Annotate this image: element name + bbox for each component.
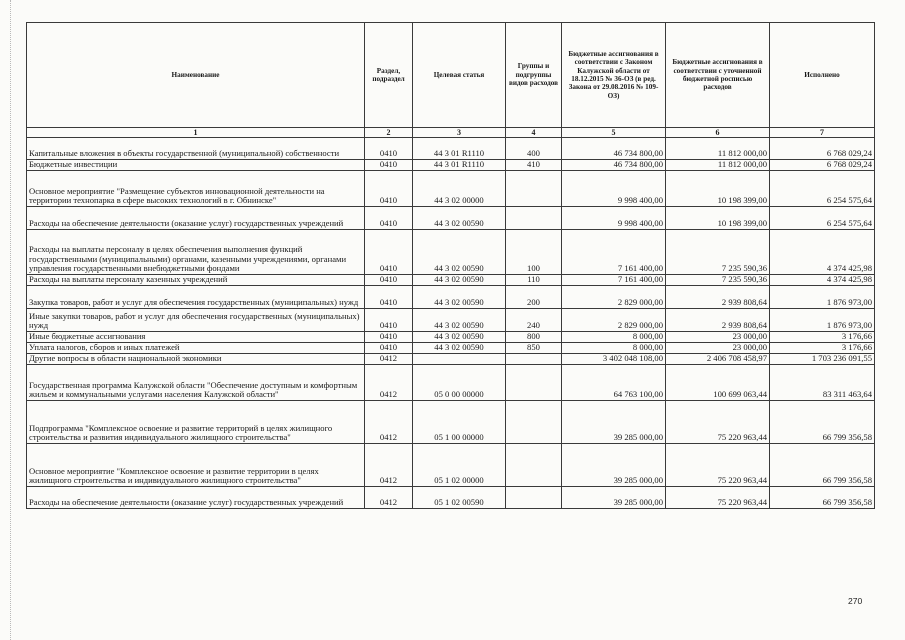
row-expense-group [506,171,562,207]
row-expense-group: 400 [506,138,562,160]
row-expense-group: 110 [506,275,562,286]
row-refined-amount: 75 220 963,44 [666,444,770,487]
table-row [27,230,875,275]
row-target-article: 44 3 02 00590 [413,309,506,332]
row-name: Расходы на обеспечение деятельности (оказание услуг) государственных учреждений [27,207,365,230]
row-target-article: 05 1 02 00000 [413,444,506,487]
row-expense-group [506,207,562,230]
row-target-article: 44 3 01 R1110 [413,160,506,171]
row-section: 0410 [365,207,413,230]
column-number: 4 [506,128,562,138]
row-executed-amount: 66 799 356,58 [770,487,875,509]
page-number: 270 [848,596,863,606]
row-law-amount: 8 000,00 [562,343,666,354]
row-expense-group: 200 [506,286,562,309]
table-row [27,487,875,509]
table-row [27,171,875,207]
row-expense-group [506,354,562,365]
row-executed-amount: 1 876 973,00 [770,309,875,332]
row-expense-group [506,487,562,509]
column-number: 5 [562,128,666,138]
row-target-article: 05 1 00 00000 [413,401,506,444]
row-target-article: 05 0 00 00000 [413,365,506,401]
table-row [27,332,875,343]
table-row [27,343,875,354]
row-target-article [413,354,506,365]
row-expense-group: 800 [506,332,562,343]
column-number: 2 [365,128,413,138]
budget-table [26,22,875,509]
row-law-amount: 46 734 800,00 [562,138,666,160]
row-target-article: 44 3 02 00590 [413,207,506,230]
table-body [27,138,875,509]
row-name: Капитальные вложения в объекты государственной (муниципальной) собственности [27,138,365,160]
row-target-article: 44 3 02 00590 [413,230,506,275]
table-row [27,286,875,309]
table-row [27,138,875,160]
binding-margin-line [10,0,13,640]
row-expense-group: 410 [506,160,562,171]
row-target-article: 44 3 02 00000 [413,171,506,207]
header-law-allocations: Бюджетные ассигнования в соответствии с Законом Калужской области от 18.12.2015 № 36-ОЗ (в ред. Закона от 29.08.2016 № 109-ОЗ) [562,23,666,128]
table-row [27,401,875,444]
row-section: 0410 [365,138,413,160]
row-expense-group [506,401,562,444]
row-refined-amount: 7 235 590,36 [666,230,770,275]
row-executed-amount: 3 176,66 [770,343,875,354]
header-section: Раздел, подраздел [365,23,413,128]
row-refined-amount: 23 000,00 [666,332,770,343]
row-law-amount: 9 998 400,00 [562,207,666,230]
header-target-article: Целевая статья [413,23,506,128]
row-law-amount: 64 763 100,00 [562,365,666,401]
row-law-amount: 2 829 000,00 [562,286,666,309]
row-name: Расходы на выплаты персоналу в целях обеспечения выполнения функций государственными (муниципальными) органами, казенными учреждениями, органами управления государственными внебюджетными фондами [27,230,365,275]
row-target-article: 44 3 02 00590 [413,275,506,286]
row-executed-amount: 1 703 236 091,55 [770,354,875,365]
row-refined-amount: 2 939 808,64 [666,309,770,332]
row-executed-amount: 83 311 463,64 [770,365,875,401]
row-target-article: 44 3 02 00590 [413,286,506,309]
row-refined-amount: 11 812 000,00 [666,160,770,171]
row-name: Бюджетные инвестиции [27,160,365,171]
column-number: 6 [666,128,770,138]
row-name: Подпрограмма "Комплексное освоение и развитие территорий в целях жилищного строительства и развития индивидуального жилищного строительства" [27,401,365,444]
row-target-article: 44 3 01 R1110 [413,138,506,160]
row-section: 0412 [365,354,413,365]
column-number-row [27,128,875,138]
header-name: Наименование [27,23,365,128]
row-law-amount: 39 285 000,00 [562,487,666,509]
row-law-amount: 7 161 400,00 [562,230,666,275]
row-refined-amount: 100 699 063,44 [666,365,770,401]
row-target-article: 44 3 02 00590 [413,332,506,343]
row-executed-amount: 1 876 973,00 [770,286,875,309]
row-refined-amount: 23 000,00 [666,343,770,354]
row-law-amount: 2 829 000,00 [562,309,666,332]
column-number: 3 [413,128,506,138]
row-name: Другие вопросы в области национальной экономики [27,354,365,365]
row-refined-amount: 7 235 590,36 [666,275,770,286]
row-section: 0410 [365,309,413,332]
row-name: Государственная программа Калужской области "Обеспечение доступным и комфортным жильем и коммунальными услугами населения Калужской области" [27,365,365,401]
table-row [27,309,875,332]
row-section: 0410 [365,332,413,343]
row-name: Иные закупки товаров, работ и услуг для обеспечения государственных (муниципальных) нужд [27,309,365,332]
row-refined-amount: 2 939 808,64 [666,286,770,309]
row-name: Расходы на выплаты персоналу казенных учреждений [27,275,365,286]
row-name: Основное мероприятие "Размещение субъектов инновационной деятельности на территории технопарка в сфере высоких технологий в г. Обнинске" [27,171,365,207]
row-executed-amount: 6 254 575,64 [770,207,875,230]
row-expense-group: 850 [506,343,562,354]
row-expense-group [506,444,562,487]
table-row [27,275,875,286]
row-target-article: 44 3 02 00590 [413,343,506,354]
row-refined-amount: 75 220 963,44 [666,401,770,444]
column-number: 1 [27,128,365,138]
row-executed-amount: 66 799 356,58 [770,401,875,444]
row-law-amount: 46 734 800,00 [562,160,666,171]
row-executed-amount: 6 768 029,24 [770,138,875,160]
row-refined-amount: 2 406 708 458,97 [666,354,770,365]
row-law-amount: 3 402 048 108,00 [562,354,666,365]
row-law-amount: 39 285 000,00 [562,444,666,487]
row-section: 0412 [365,487,413,509]
row-executed-amount: 66 799 356,58 [770,444,875,487]
row-section: 0410 [365,230,413,275]
table-row [27,207,875,230]
row-section: 0410 [365,275,413,286]
row-section: 0410 [365,160,413,171]
table-row [27,160,875,171]
row-law-amount: 9 998 400,00 [562,171,666,207]
row-expense-group [506,365,562,401]
row-section: 0412 [365,444,413,487]
row-executed-amount: 6 254 575,64 [770,171,875,207]
row-executed-amount: 6 768 029,24 [770,160,875,171]
row-section: 0412 [365,365,413,401]
row-section: 0412 [365,401,413,444]
row-refined-amount: 75 220 963,44 [666,487,770,509]
row-expense-group: 100 [506,230,562,275]
table-row [27,365,875,401]
row-executed-amount: 4 374 425,98 [770,275,875,286]
row-refined-amount: 10 198 399,00 [666,207,770,230]
table-header-row [27,23,875,128]
row-section: 0410 [365,286,413,309]
row-name: Закупка товаров, работ и услуг для обеспечения государственных (муниципальных) нужд [27,286,365,309]
row-name: Основное мероприятие "Комплексное освоение и развитие территории в целях жилищного строительства и индивидуального жилищного строительства" [27,444,365,487]
header-executed: Исполнено [770,23,875,128]
row-executed-amount: 3 176,66 [770,332,875,343]
column-number: 7 [770,128,875,138]
row-executed-amount: 4 374 425,98 [770,230,875,275]
row-refined-amount: 11 812 000,00 [666,138,770,160]
row-name: Расходы на обеспечение деятельности (оказание услуг) государственных учреждений [27,487,365,509]
row-section: 0410 [365,343,413,354]
row-expense-group: 240 [506,309,562,332]
header-refined-allocations: Бюджетные ассигнования в соответствии с уточненной бюджетной росписью расходов [666,23,770,128]
row-law-amount: 8 000,00 [562,332,666,343]
row-law-amount: 39 285 000,00 [562,401,666,444]
header-expense-groups: Группы и подгруппы видов расходов [506,23,562,128]
row-name: Уплата налогов, сборов и иных платежей [27,343,365,354]
table-row [27,444,875,487]
row-refined-amount: 10 198 399,00 [666,171,770,207]
table-row [27,354,875,365]
row-law-amount: 7 161 400,00 [562,275,666,286]
row-target-article: 05 1 02 00590 [413,487,506,509]
row-section: 0410 [365,171,413,207]
row-name: Иные бюджетные ассигнования [27,332,365,343]
